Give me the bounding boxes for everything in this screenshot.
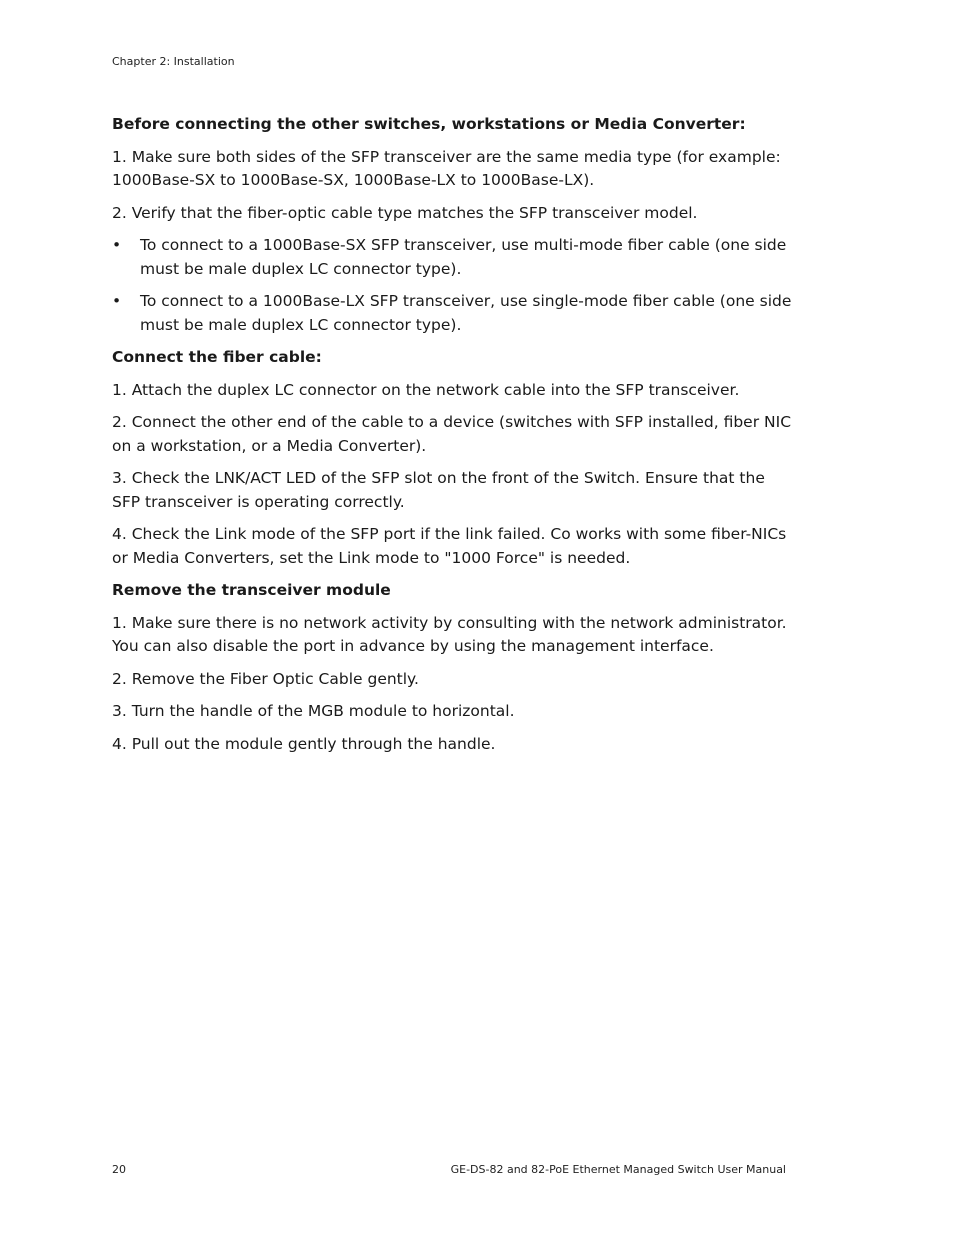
section-heading: Connect the fiber cable: [112,348,322,366]
manual-title: GE-DS-82 and 82-PoE Ethernet Managed Switch User Manual [450,1163,786,1176]
step-paragraph: 1. Attach the duplex LC connector on the network cable into the SFP transceiver. [112,380,740,399]
chapter-header: Chapter 2: Installation [112,55,235,68]
page-content [112,113,792,765]
step-paragraph: 2. Verify that the fiber-optic cable type matches the SFP transceiver model. [112,203,698,222]
step-paragraph: 1. Make sure there is no network activity by consulting with the network administrator. You can also disable the port in advance by using the management interface. [112,613,787,655]
bullet-item [112,290,792,337]
section-heading: Before connecting the other switches, workstations or Media Converter: [112,115,746,133]
step-paragraph: 3. Turn the handle of the MGB module to horizontal. [112,702,515,720]
step-paragraph: 2. Remove the Fiber Optic Cable gently. [112,669,419,688]
bullet-text: To connect to a 1000Base-LX SFP transceiver, use single-mode fiber cable (one side must be male duplex LC connector type). [140,292,792,334]
step-paragraph: 4. Pull out the module gently through the handle. [112,734,496,753]
page-number: 20 [112,1163,126,1176]
section-heading: Remove the transceiver module [112,581,391,599]
bullet-text: To connect to a 1000Base-SX SFP transceiver, use multi-mode fiber cable (one side must be male duplex LC connector type). [140,236,787,278]
step-paragraph: 3. Check the LNK/ACT LED of the SFP slot on the front of the Switch. Ensure that the SFP transceiver is operating correctly. [112,469,765,511]
bullet-icon: • [112,236,122,254]
step-paragraph: 1. Make sure both sides of the SFP transceiver are the same media type (for example: 1000Base-SX to 1000Base-SX, 1000Base-LX to 1000Base-LX). [112,147,781,189]
bullet-item [112,234,792,281]
step-paragraph: 4. Check the Link mode of the SFP port if the link failed. Co works with some fiber-NICs or Media Converters, set the Link mode to "1000 Force" is needed. [112,525,787,567]
bullet-icon: • [112,292,122,310]
step-paragraph: 2. Connect the other end of the cable to a device (switches with SFP installed, fiber NIC on a workstation, or a Media Converter). [112,413,792,455]
bullet-list [112,234,792,337]
